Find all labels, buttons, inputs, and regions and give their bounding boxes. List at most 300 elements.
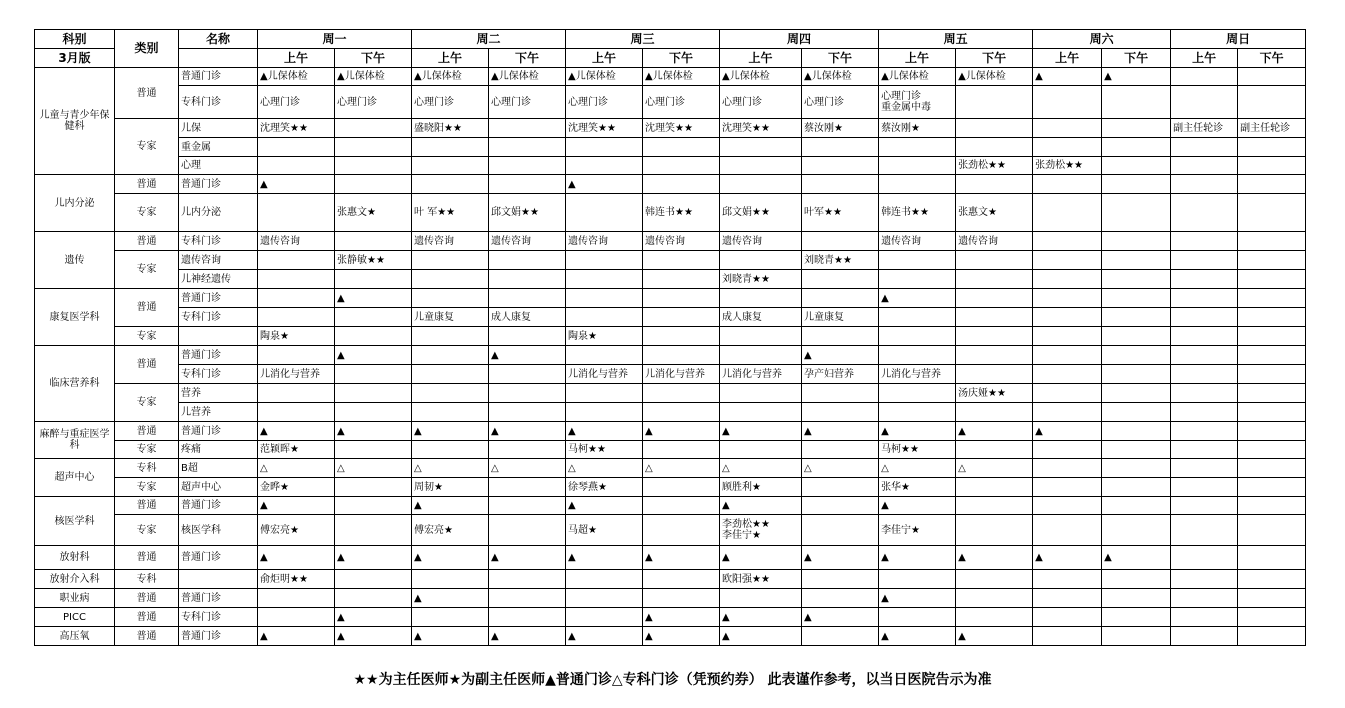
schedule-slot (489, 251, 566, 270)
legend-footer: ★★为主任医师★为副主任医师▲普通门诊△专科门诊（凭预约券） 此表谨作参考，以当日医院告示为准 (353, 672, 992, 688)
table-row (35, 627, 1306, 646)
schedule-slot (1238, 308, 1306, 327)
schedule-slot (802, 478, 879, 497)
schedule-slot: 蔡汝刚★ (879, 119, 956, 138)
schedule-slot (802, 232, 879, 251)
schedule-slot (1238, 251, 1306, 270)
schedule-slot (1238, 157, 1306, 175)
schedule-slot (489, 365, 566, 384)
schedule-slot (1102, 441, 1171, 459)
schedule-slot (643, 497, 720, 515)
schedule-slot (643, 478, 720, 497)
schedule-slot: ▲ (258, 175, 335, 194)
schedule-slot: ▲ (412, 422, 489, 441)
schedule-slot (1102, 119, 1171, 138)
schedule-slot (1033, 232, 1102, 251)
schedule-slot: 叶 军★★ (412, 194, 489, 232)
schedule-slot: ▲ (489, 546, 566, 570)
schedule-slot (643, 589, 720, 608)
schedule-slot (879, 270, 956, 289)
schedule-slot (489, 515, 566, 546)
schedule-slot: 张静敏★★ (335, 251, 412, 270)
category-cell: 专家 (115, 119, 179, 175)
schedule-slot (566, 138, 643, 157)
schedule-slot (802, 327, 879, 346)
schedule-slot: ▲儿保体检 (258, 68, 335, 86)
schedule-slot (1171, 175, 1238, 194)
department-cell: 麻醉与重症医学科 (35, 422, 115, 459)
schedule-slot: 徐琴燕★ (566, 478, 643, 497)
category-cell: 专科 (115, 459, 179, 478)
clinic-name-cell: 专科门诊 (179, 86, 258, 119)
schedule-slot: ▲ (720, 546, 802, 570)
schedule-slot: 李劲松★★ 李佳宁★ (720, 515, 802, 546)
category-cell: 专家 (115, 327, 179, 346)
schedule-slot (335, 327, 412, 346)
schedule-slot (1033, 403, 1102, 422)
schedule-slot (643, 346, 720, 365)
clinic-name-cell (179, 570, 258, 589)
table-row (35, 251, 1306, 270)
header-am: 上午 (720, 49, 802, 68)
schedule-slot (1238, 627, 1306, 646)
clinic-name-cell: 普通门诊 (179, 346, 258, 365)
schedule-slot (566, 384, 643, 403)
header-pm: 下午 (335, 49, 412, 68)
schedule-slot (1102, 175, 1171, 194)
schedule-slot: 马超★ (566, 515, 643, 546)
category-cell: 普通 (115, 589, 179, 608)
table-row (35, 570, 1306, 589)
category-cell: 普通 (115, 232, 179, 251)
schedule-slot: ▲ (335, 546, 412, 570)
schedule-slot (720, 589, 802, 608)
schedule-slot: 盛晓阳★★ (412, 119, 489, 138)
schedule-slot: ▲儿保体检 (879, 68, 956, 86)
schedule-slot (956, 570, 1033, 589)
schedule-slot: 刘晓青★★ (720, 270, 802, 289)
schedule-slot: ▲ (643, 608, 720, 627)
schedule-slot: ▲ (566, 175, 643, 194)
schedule-slot: 马柯★★ (879, 441, 956, 459)
table-row (35, 327, 1306, 346)
schedule-slot (258, 403, 335, 422)
schedule-slot (802, 515, 879, 546)
edition-label: 3月版 (35, 49, 115, 68)
header-row-days (35, 30, 1306, 49)
category-cell: 普通 (115, 422, 179, 441)
schedule-slot (802, 175, 879, 194)
category-cell: 普通 (115, 608, 179, 627)
category-cell: 专家 (115, 251, 179, 289)
schedule-slot (1102, 570, 1171, 589)
schedule-slot (1171, 270, 1238, 289)
category-cell: 专家 (115, 194, 179, 232)
schedule-slot (412, 346, 489, 365)
table-row (35, 232, 1306, 251)
schedule-slot: 张华★ (879, 478, 956, 497)
schedule-slot (489, 497, 566, 515)
schedule-slot: ▲ (1102, 68, 1171, 86)
schedule-slot (1171, 515, 1238, 546)
schedule-slot (1238, 86, 1306, 119)
category-cell: 专家 (115, 478, 179, 497)
schedule-slot: 遗传咨询 (720, 232, 802, 251)
schedule-slot (1033, 365, 1102, 384)
schedule-slot: 顾胜利★ (720, 478, 802, 497)
schedule-slot: 心理门诊 (258, 86, 335, 119)
table-row (35, 515, 1306, 546)
schedule-slot: ▲ (335, 627, 412, 646)
schedule-slot (335, 589, 412, 608)
schedule-slot (566, 308, 643, 327)
schedule-slot: ▲ (879, 546, 956, 570)
schedule-slot: ▲儿保体检 (956, 68, 1033, 86)
schedule-slot (1033, 119, 1102, 138)
schedule-slot: ▲ (802, 546, 879, 570)
schedule-slot (258, 589, 335, 608)
schedule-slot (1238, 608, 1306, 627)
schedule-slot (1033, 86, 1102, 119)
schedule-slot (1033, 515, 1102, 546)
schedule-slot (1238, 546, 1306, 570)
schedule-slot (335, 308, 412, 327)
schedule-slot: 汤庆娅★★ (956, 384, 1033, 403)
schedule-slot: 儿消化与营养 (643, 365, 720, 384)
table-row (35, 308, 1306, 327)
schedule-slot (1171, 289, 1238, 308)
schedule-slot: 遗传咨询 (258, 232, 335, 251)
table-row (35, 365, 1306, 384)
header-category: 类别 (115, 30, 179, 68)
schedule-slot (643, 308, 720, 327)
schedule-slot (412, 270, 489, 289)
schedule-slot (1238, 289, 1306, 308)
schedule-slot (335, 403, 412, 422)
header-day: 周一 (258, 30, 412, 49)
schedule-slot (1171, 365, 1238, 384)
schedule-slot: 副主任轮诊 (1171, 119, 1238, 138)
schedule-slot: 李佳宁★ (879, 515, 956, 546)
schedule-slot (1238, 346, 1306, 365)
clinic-name-cell: 普通门诊 (179, 627, 258, 646)
schedule-slot (1171, 441, 1238, 459)
schedule-slot (802, 157, 879, 175)
header-day: 周五 (879, 30, 1033, 49)
schedule-slot (1102, 232, 1171, 251)
schedule-slot: ▲ (720, 627, 802, 646)
schedule-slot (802, 138, 879, 157)
schedule-slot (1102, 403, 1171, 422)
clinic-name-cell: 专科门诊 (179, 365, 258, 384)
schedule-slot (1102, 327, 1171, 346)
schedule-slot (335, 515, 412, 546)
schedule-slot (1102, 138, 1171, 157)
clinic-name-cell: 普通门诊 (179, 175, 258, 194)
schedule-slot (1171, 194, 1238, 232)
schedule-slot (956, 327, 1033, 346)
schedule-slot: ▲ (1033, 546, 1102, 570)
schedule-slot (1102, 497, 1171, 515)
schedule-slot: ▲儿保体检 (412, 68, 489, 86)
schedule-slot: 儿童康复 (412, 308, 489, 327)
schedule-slot (879, 138, 956, 157)
clinic-name-cell: 专科门诊 (179, 608, 258, 627)
schedule-slot: ▲ (879, 627, 956, 646)
schedule-slot (412, 175, 489, 194)
category-cell: 专科 (115, 570, 179, 589)
schedule-slot (879, 384, 956, 403)
schedule-slot (1102, 194, 1171, 232)
schedule-slot (720, 327, 802, 346)
schedule-slot (489, 119, 566, 138)
schedule-slot: ▲ (802, 346, 879, 365)
schedule-slot (879, 327, 956, 346)
schedule-slot (802, 289, 879, 308)
schedule-slot: 儿消化与营养 (566, 365, 643, 384)
category-cell: 专家 (115, 515, 179, 546)
schedule-slot (412, 384, 489, 403)
schedule-slot (879, 308, 956, 327)
schedule-slot (956, 289, 1033, 308)
schedule-slot (1238, 384, 1306, 403)
schedule-slot (720, 175, 802, 194)
header-am: 上午 (566, 49, 643, 68)
schedule-slot: 成人康复 (720, 308, 802, 327)
schedule-slot (566, 289, 643, 308)
schedule-slot (1102, 478, 1171, 497)
schedule-slot (1102, 270, 1171, 289)
clinic-name-cell: 普通门诊 (179, 589, 258, 608)
schedule-slot (720, 384, 802, 403)
schedule-slot: 遗传咨询 (879, 232, 956, 251)
header-day: 周二 (412, 30, 566, 49)
schedule-slot (1238, 68, 1306, 86)
schedule-slot: ▲ (258, 546, 335, 570)
schedule-slot (1102, 308, 1171, 327)
schedule-slot (566, 251, 643, 270)
header-day: 周三 (566, 30, 720, 49)
schedule-slot: △ (566, 459, 643, 478)
schedule-slot (1033, 478, 1102, 497)
schedule-slot: ▲ (489, 627, 566, 646)
schedule-slot (1238, 441, 1306, 459)
schedule-slot (802, 627, 879, 646)
header-am: 上午 (879, 49, 956, 68)
schedule-slot (335, 365, 412, 384)
schedule-slot: ▲ (720, 422, 802, 441)
schedule-slot (335, 270, 412, 289)
department-cell: 核医学科 (35, 497, 115, 546)
clinic-name-cell: B超 (179, 459, 258, 478)
schedule-slot: 成人康复 (489, 308, 566, 327)
schedule-slot (412, 327, 489, 346)
schedule-slot (489, 403, 566, 422)
schedule-slot (1033, 589, 1102, 608)
table-row (35, 441, 1306, 459)
table-row (35, 270, 1306, 289)
schedule-slot: △ (879, 459, 956, 478)
table-row (35, 119, 1306, 138)
schedule-slot: 邱文娟★★ (489, 194, 566, 232)
schedule-slot (1171, 497, 1238, 515)
schedule-slot: ▲ (412, 627, 489, 646)
header-day: 周日 (1171, 30, 1306, 49)
schedule-slot (489, 570, 566, 589)
schedule-slot (956, 589, 1033, 608)
schedule-slot (956, 365, 1033, 384)
schedule-slot (566, 194, 643, 232)
schedule-slot (412, 289, 489, 308)
schedule-slot: ▲ (879, 289, 956, 308)
schedule-slot (1102, 86, 1171, 119)
schedule-slot: 陶泉★ (258, 327, 335, 346)
schedule-slot: ▲ (258, 627, 335, 646)
header-am: 上午 (258, 49, 335, 68)
department-cell: 放射介入科 (35, 570, 115, 589)
schedule-slot (956, 138, 1033, 157)
schedule-slot: ▲ (412, 589, 489, 608)
schedule-slot (258, 138, 335, 157)
schedule-slot (1171, 346, 1238, 365)
schedule-slot (1102, 608, 1171, 627)
schedule-slot: 傅宏亮★ (258, 515, 335, 546)
schedule-slot (1238, 497, 1306, 515)
schedule-slot: ▲ (643, 422, 720, 441)
schedule-slot: ▲ (879, 497, 956, 515)
schedule-slot (802, 589, 879, 608)
header-am: 上午 (1033, 49, 1102, 68)
schedule-slot (643, 270, 720, 289)
header-am: 上午 (412, 49, 489, 68)
schedule-slot (720, 138, 802, 157)
schedule-slot: 沈理笑★★ (720, 119, 802, 138)
schedule-slot (1238, 570, 1306, 589)
schedule-slot (335, 119, 412, 138)
schedule-slot (1033, 384, 1102, 403)
clinic-name-cell: 专科门诊 (179, 308, 258, 327)
schedule-slot (956, 346, 1033, 365)
department-cell: 职业病 (35, 589, 115, 608)
schedule-table (34, 29, 1306, 646)
schedule-slot: 心理门诊 (566, 86, 643, 119)
schedule-slot (956, 497, 1033, 515)
schedule-slot (1238, 589, 1306, 608)
schedule-slot: ▲ (1102, 546, 1171, 570)
schedule-slot (1033, 194, 1102, 232)
schedule-slot: 金晔★ (258, 478, 335, 497)
department-cell: 超声中心 (35, 459, 115, 497)
clinic-name-cell: 疼痛 (179, 441, 258, 459)
schedule-slot (643, 251, 720, 270)
schedule-slot: 儿消化与营养 (879, 365, 956, 384)
category-cell: 普通 (115, 175, 179, 194)
schedule-slot (1033, 270, 1102, 289)
schedule-slot: △ (643, 459, 720, 478)
schedule-slot (643, 138, 720, 157)
schedule-slot (412, 441, 489, 459)
schedule-slot: ▲儿保体检 (643, 68, 720, 86)
schedule-slot (1238, 403, 1306, 422)
schedule-slot (720, 251, 802, 270)
schedule-slot: △ (412, 459, 489, 478)
schedule-slot (335, 138, 412, 157)
schedule-slot (643, 289, 720, 308)
schedule-slot: 蔡汝刚★ (802, 119, 879, 138)
schedule-slot (1102, 157, 1171, 175)
schedule-slot (489, 608, 566, 627)
header-day: 周四 (720, 30, 879, 49)
schedule-slot: 心理门诊 (720, 86, 802, 119)
schedule-slot (720, 441, 802, 459)
table-row (35, 589, 1306, 608)
clinic-name-cell: 超声中心 (179, 478, 258, 497)
table-row (35, 68, 1306, 86)
category-cell: 普通 (115, 627, 179, 646)
clinic-name-cell: 营养 (179, 384, 258, 403)
schedule-slot (1033, 627, 1102, 646)
clinic-name-cell: 普通门诊 (179, 68, 258, 86)
schedule-slot: ▲ (643, 627, 720, 646)
schedule-slot (489, 589, 566, 608)
schedule-slot (643, 327, 720, 346)
schedule-slot (879, 157, 956, 175)
schedule-slot: 沈理笑★★ (566, 119, 643, 138)
schedule-slot (335, 570, 412, 589)
schedule-slot (1171, 608, 1238, 627)
schedule-slot: △ (335, 459, 412, 478)
schedule-slot: ▲ (802, 608, 879, 627)
schedule-slot (335, 232, 412, 251)
schedule-slot (1102, 365, 1171, 384)
header-pm: 下午 (643, 49, 720, 68)
schedule-slot: △ (489, 459, 566, 478)
schedule-slot: 沈理笑★★ (258, 119, 335, 138)
header-day: 周六 (1033, 30, 1171, 49)
schedule-slot (1102, 346, 1171, 365)
schedule-slot (1171, 627, 1238, 646)
schedule-slot (335, 384, 412, 403)
schedule-slot: 张劲松★★ (1033, 157, 1102, 175)
schedule-slot (1238, 270, 1306, 289)
clinic-name-cell: 儿营养 (179, 403, 258, 422)
header-pm: 下午 (802, 49, 879, 68)
schedule-slot (335, 175, 412, 194)
table-row (35, 138, 1306, 157)
schedule-slot (1171, 68, 1238, 86)
schedule-slot (489, 478, 566, 497)
schedule-slot: ▲ (566, 546, 643, 570)
header-pm: 下午 (1238, 49, 1306, 68)
schedule-slot (802, 570, 879, 589)
schedule-slot (258, 608, 335, 627)
schedule-slot: ▲儿保体检 (720, 68, 802, 86)
table-row (35, 497, 1306, 515)
department-cell: 临床营养科 (35, 346, 115, 422)
category-cell: 专家 (115, 441, 179, 459)
schedule-slot (879, 175, 956, 194)
schedule-slot (1171, 403, 1238, 422)
schedule-slot: 儿消化与营养 (258, 365, 335, 384)
category-cell: 普通 (115, 546, 179, 570)
table-row (35, 289, 1306, 308)
schedule-slot (643, 384, 720, 403)
schedule-slot (1033, 459, 1102, 478)
department-cell: 康复医学科 (35, 289, 115, 346)
schedule-slot: ▲ (720, 608, 802, 627)
clinic-name-cell: 心理 (179, 157, 258, 175)
schedule-slot (566, 157, 643, 175)
